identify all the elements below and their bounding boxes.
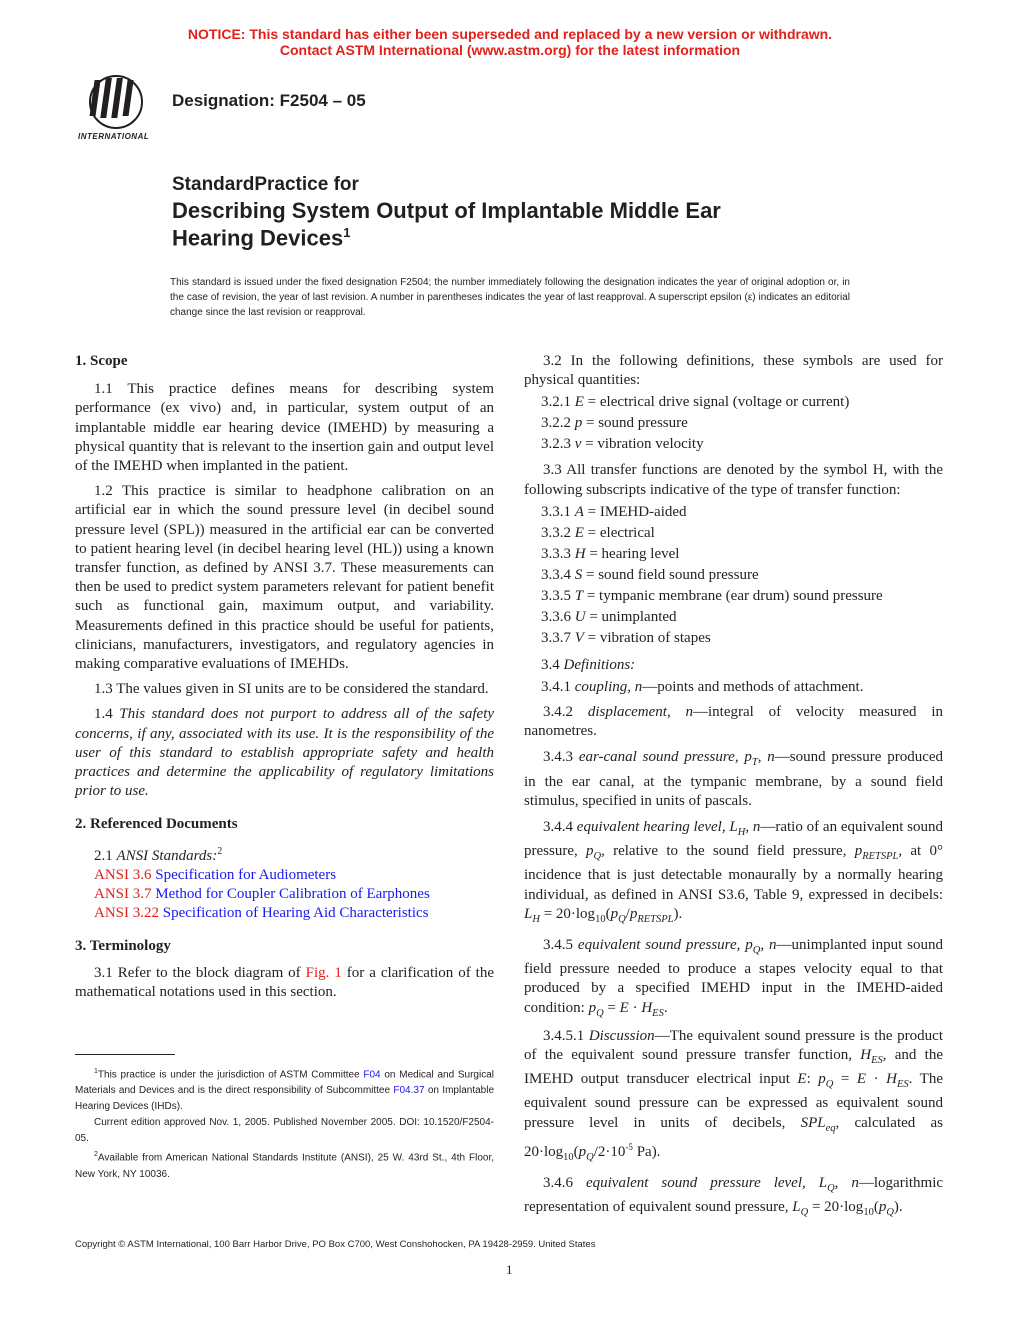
title-line-2: Describing System Output of Implantable Middle Ear — [172, 198, 721, 223]
text: Definitions: — [563, 656, 636, 673]
item-text: = vibration of stapes — [583, 629, 711, 646]
text-d: , calculated as 20·log — [524, 1114, 943, 1160]
item-text: = hearing level — [585, 545, 680, 562]
footnote-2 — [75, 1147, 494, 1182]
list-item — [524, 434, 943, 455]
list-item — [524, 565, 943, 586]
text-b: = 20·log — [808, 1199, 864, 1216]
title-line-3-text: Hearing Devices — [172, 225, 344, 251]
text-b: , and the IMEHD output transducer electrical input — [524, 1047, 943, 1088]
n: , n — [834, 1175, 859, 1192]
notice-line-2: Contact ASTM International (www.astm.org) for the latest information — [279, 42, 741, 58]
right-column — [524, 352, 943, 1222]
item-sym: p — [574, 415, 583, 432]
copyright: Copyright © ASTM International, 100 Barr Harbor Drive, PO Box C700, West Conshohocken, PA 19428-2959. United States — [75, 1239, 596, 1250]
list-item — [524, 607, 943, 628]
para-3-4-5-1: 3.4.5.1 Discussion—The equivalent sound pressure is the product of the equivalent sound pressure transfer function, $H_{ES}$, and the IMEHD output transducer electrical input E: $p_Q = E \cdot H_{ES}$. The equivalent sound pressure can be expressed as equivalent sound pressure level in units of decibels, $SPL_{eq}$, calculated as $20\cdot\log_{10}(p_Q/2\cdot 10^{-5}$ Pa). — [524, 1027, 944, 1163]
text-b: , relative to the sound field pressure, — [601, 843, 855, 860]
item-num: 3.3.6 — [541, 608, 575, 625]
n: , n — [757, 749, 775, 766]
fn1-link-f0437[interactable]: F04.37 — [393, 1085, 425, 1097]
item-text: = unimplanted — [585, 608, 677, 625]
list-3-3 — [524, 502, 943, 649]
footnote-divider — [75, 1054, 175, 1055]
item-sym: T — [574, 587, 584, 604]
fn1-mark: 1 — [94, 1068, 98, 1075]
item-num: 3.2.3 — [541, 436, 575, 453]
ref-title-link[interactable]: Method for Coupler Calibration of Earphones — [155, 886, 430, 903]
item-sym: S — [574, 566, 583, 583]
text: —sound pressure produced in the ear canal, at the tympanic membrane, by a sound field stimulus, specified in units of pascals. — [524, 749, 944, 809]
para-3-4-1 — [524, 678, 943, 697]
sub: Q — [752, 945, 761, 957]
item-num: 3.3.1 — [541, 503, 575, 520]
fn1-c: on Implantable Hearing Devices (IHDs). — [75, 1085, 495, 1113]
intro-paragraph: This standard is issued under the fixed designation F2504; the number immediately following the designation indicates the year of original adoption or, in the case of revision, the year of last revision. A number in parentheses indicates the year of last reapproval. A superscript epsilon (ε) indicates an editorial change since the last revision or reapproval. — [170, 277, 850, 318]
para-2-1-sup: 2 — [217, 845, 223, 857]
designation: Designation: F2504 – 05 — [172, 91, 366, 110]
para-3-3: 3.3 All transfer functions are denoted by the symbol H, with the following subscripts indicative of the type of transfer function: — [524, 462, 943, 498]
term: ear-canal sound pressure, p — [578, 749, 752, 766]
text-a: —The equivalent sound pressure is the product of the equivalent sound pressure transfer function, — [524, 1027, 944, 1064]
text-c: , at 0° incidence that is just detectable monaurally by a normally hearing individual, as defined in ANSI S3.6, Table 9, expressed in decibels: — [524, 843, 943, 903]
item-num: 3.2.1 — [541, 394, 575, 411]
fn1-link-f04[interactable]: F04 — [363, 1069, 381, 1081]
item-text: = electrical drive signal (voltage or current) — [583, 394, 850, 411]
sub: Q — [827, 1183, 835, 1195]
para-3-4 — [524, 655, 943, 676]
para-1-4 — [75, 705, 494, 801]
item-text: = vibration velocity — [581, 436, 704, 453]
list-item — [524, 413, 943, 434]
para-3-2: 3.2 In the following definitions, these symbols are used for physical quantities: — [524, 353, 943, 389]
term: equivalent sound pressure, p — [577, 937, 753, 954]
term: displacement, n — [587, 704, 694, 721]
num: 3.4.2 — [543, 704, 588, 721]
list-item — [524, 392, 943, 413]
para-3-1-b: for a clarification of the mathematical notations used in this section. — [75, 964, 494, 1000]
item-sym: V — [574, 629, 584, 646]
fig-1-link[interactable]: Fig. 1 — [305, 964, 342, 981]
item-num: 3.3.7 — [541, 629, 575, 646]
item-text: = sound pressure — [582, 415, 688, 432]
list-item — [524, 586, 943, 607]
para-1-4-text: This standard does not purport to address all of the safety concerns, if any, associated with its use. It is the responsibility of the user of this standard to establish appropriate safety and health practices and determine the applicability of regulatory limitations prior to use. — [75, 706, 495, 800]
para-1-1: 1.1 This practice defines means for describing system performance (ex vivo) and, in particular, system output of an implantable middle ear hearing device (IMEHD) by measuring a physical quantity that is relevant to the insertion gain and output level of the IMEHD when implanted in the patient. — [75, 381, 494, 475]
para-1-3: 1.3 The values given in SI units are to be considered the standard. — [94, 681, 489, 698]
item-sym: v — [574, 436, 582, 453]
num: 3.4.4 — [543, 819, 577, 836]
ref-code[interactable]: ANSI 3.7 — [94, 886, 152, 903]
para-3-4-6: 3.4.6 equivalent sound pressure level, $L_Q$, n—logarithmic representation of equivalent sound pressure, $L_Q = 20\cdot\log_{10}(p_Q)$. — [524, 1175, 944, 1219]
text-f: Pa). — [632, 1143, 661, 1160]
page-number: 1 — [506, 1262, 513, 1277]
num: 3.4.6 — [543, 1175, 586, 1192]
para-3-4-2 — [524, 703, 943, 741]
left-column — [75, 352, 494, 1002]
scope-heading: 1. Scope — [75, 353, 128, 369]
para-3-1-a: 3.1 Refer to the block diagram of — [94, 964, 306, 981]
text-a: —ratio of an equivalent sound pressure, — [524, 819, 943, 860]
footnote-1-edition: Current edition approved Nov. 1, 2005. Published November 2005. DOI: 10.1520/F2504-05. — [75, 1117, 494, 1145]
term: equivalent sound pressure level, L — [585, 1175, 828, 1192]
para-3-4-5: 3.4.5 equivalent sound pressure, $p_Q$, n—unimplanted input sound field pressure needed to produce a stapes velocity equal to that produced by a specified IMEHD input in the IMEHD-aided condition: $p_Q = E \cdot H_{ES}$. — [524, 937, 944, 1019]
item-num: 3.3.3 — [541, 545, 575, 562]
footnote-1 — [75, 1064, 494, 1115]
title-sup: 1 — [343, 225, 351, 240]
para-2-1-text: ANSI Standards: — [116, 847, 218, 864]
list-item — [524, 628, 943, 649]
ref-title-link[interactable]: Specification of Hearing Aid Characteristics — [162, 905, 429, 922]
text-c: . The equivalent sound pressure can be expressed as equivalent sound pressure level in units of decibels, — [524, 1071, 943, 1131]
eq: = 20·log — [543, 905, 596, 922]
ref-title-link[interactable]: Specification for Audiometers — [155, 866, 337, 883]
list-item — [524, 544, 943, 565]
term: Discussion — [588, 1027, 655, 1044]
n: , n — [745, 819, 761, 836]
num: 3.4.3 — [543, 749, 579, 766]
term: coupling, n — [574, 678, 643, 695]
item-sym: A — [574, 503, 584, 520]
fn1-a: This practice is under the jurisdiction of ASTM Committee — [97, 1069, 364, 1081]
refdocs-heading: 2. Referenced Documents — [75, 816, 238, 833]
sub: T — [751, 757, 758, 769]
item-num: 3.3.2 — [541, 524, 575, 541]
list-3-2 — [524, 392, 943, 455]
term: equivalent hearing level, L — [576, 819, 738, 836]
item-text: = IMEHD-aided — [583, 503, 687, 520]
logo-sub: INTERNATIONAL — [78, 132, 150, 141]
list-item — [524, 523, 943, 544]
item-num: 3.2.2 — [541, 415, 575, 432]
para-3-4-3 — [524, 748, 943, 811]
para-2-1 — [75, 842, 494, 866]
num: 3.4.5 — [543, 937, 578, 954]
item-sym: E — [574, 394, 584, 411]
num: 3.4.1 — [541, 678, 575, 695]
para-3-1 — [75, 964, 494, 1002]
terminology-heading: 3. Terminology — [75, 938, 171, 955]
text: —unimplanted input sound field pressure needed to produce a stapes velocity equal to that produced by a specified IMEHD input in the IMEHD-aided condition: — [524, 937, 944, 1016]
item-num: 3.3.5 — [541, 587, 575, 604]
list-item — [524, 502, 943, 523]
ref-item[interactable] — [75, 904, 494, 923]
ref-item[interactable] — [75, 885, 494, 904]
astm-logo — [70, 70, 162, 144]
title-line-1: StandardPractice for — [172, 174, 359, 195]
text-a: —logarithmic representation of equivalent sound pressure, — [524, 1175, 944, 1216]
item-text: = sound field sound pressure — [582, 566, 759, 583]
item-sym: U — [574, 608, 586, 625]
fn1-b: on Medical and Surgical Materials and Devices and is the direct responsibility of Subcommittee — [75, 1069, 495, 1097]
fn2-mark: 2 — [94, 1151, 98, 1159]
para-3-4-4: 3.4.4 equivalent hearing level, $L_H$, n—ratio of an equivalent sound pressure, $p_Q$, relative to the sound field pressure, $p_{RETSPL}$, at 0° incidence that is just detectable monaurally by a normally hearing individual, as defined in ANSI S3.6, Table 9, expressed in decibels: $L_H = 20\cdot\log_{10}(p_Q/p_{RETSPL})$. — [524, 819, 943, 925]
para-2-1-num: 2.1 — [94, 847, 117, 864]
text-e: /2·10 — [593, 1143, 626, 1160]
item-sym: E — [574, 524, 584, 541]
footnotes — [75, 1064, 494, 1183]
text: —integral of velocity measured in nanometres. — [524, 704, 943, 740]
title-line-3 — [172, 225, 350, 251]
para-1-4-num: 1.4 — [94, 706, 120, 723]
item-text: = electrical — [583, 524, 655, 541]
text: —points and methods of attachment. — [642, 678, 864, 695]
item-text: = tympanic membrane (ear drum) sound pressure — [583, 587, 883, 604]
item-sym: H — [574, 545, 586, 562]
notice-line-1: NOTICE: This standard has either been superseded and replaced by a new version or withdrawn. — [187, 26, 833, 42]
fn2-text: Available from American National Standards Institute (ANSI), 25 W. 43rd St., 4th Floor, New York, NY 10036. — [75, 1152, 494, 1180]
item-num: 3.3.4 — [541, 566, 575, 583]
num: 3.4.5.1 — [543, 1027, 589, 1044]
n: , n — [760, 937, 777, 954]
ref-item[interactable] — [75, 866, 494, 885]
ref-code[interactable]: ANSI 3.6 — [94, 866, 152, 883]
num: 3.4 — [541, 656, 564, 673]
sub: H — [737, 827, 746, 839]
para-1-2: 1.2 This practice is similar to headphone calibration on an artificial ear in which the sound pressure level (in decibel sound pressure level (SPL)) measured in the artificial ear can be converted to patient hearing level (in decibel hearing level (HL)) using a known transfer function, as defined by ANSI 3.7. These measurements can then be used to predict system parameters relevant for patient benefit such as functional gain, maximum output, and variability. Measurements defined in this practice should be useful for patients, clinicians, manufacturers, investigators, and regulatory agencies in making comparative evaluations of IMEHDs. — [75, 483, 494, 673]
ref-code[interactable]: ANSI 3.22 — [94, 905, 160, 922]
